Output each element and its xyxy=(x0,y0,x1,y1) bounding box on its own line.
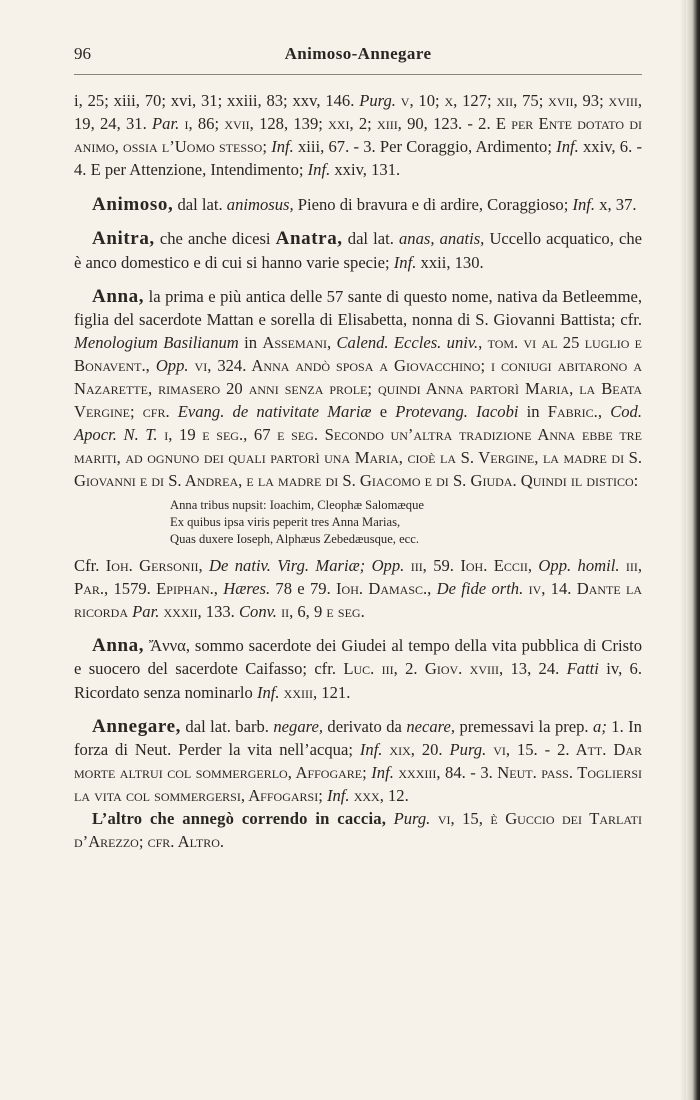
page-body xyxy=(74,89,642,864)
page-header xyxy=(74,42,642,75)
entry-anna-priest: Anna, Ἄννα, sommo sacerdote dei Giudei al tempo della vita pubblica di Cristo e suocero del sacerdote Caifasso; cfr. Luc. iii, 2. Giov. xviii, 13, 24. Fatti iv, 6. Ricordato senza nominarlo Inf. xxiii, 121. xyxy=(74,635,642,702)
entry-anna-saint-text: Anna, la prima e più antica delle 57 sante di questo nome, nativa da Betleemme, figlia del sacerdote Mattan e sorella di Elisabetta, nonna di S. Giovanni Battista; cfr. Menologium Basilianum in Assemani, Calend. Eccles. univ., tom. vi al 25 luglio e Bonavent., Opp. vi, 324. Anna andò sposa a Giovacchino; i coniugi abitarono a Nazarette, rimasero 20 anni senza prole; quindi Anna partorì Maria, la Beata Vergine; cfr. Evang. de nativitate Mariæ e Protevang. Iacobi in Fabric., Cod. Apocr. N. T. i, 19 e seg., 67 e seg. Secondo un’altra tradizione Anna ebbe tre mariti, ad ognuno dei quali partorì una Maria, cioè la S. Vergine, la madre di S. Giovanni e di S. Andrea, e la madre di S. Giacomo e di S. Giuda. Quindi il distico: xyxy=(74,285,643,491)
entry-annegare-text: Annegare, dal lat. barb. negare, derivato da necare, premessavi la prep. a; 1. In forza di Neut. Perder la vita nell’acqua; Inf. xix, 20. Purg. vi, 15. - 2. Att. Dar morte altrui col sommergerlo, Affogare; Inf. xxxiii, 84. - 3. Neut. pass. Togliersi la vita col sommergersi, Affogarsi; Inf. xxx, 12. xyxy=(74,715,642,805)
entry-anna-saint-refs: Cfr. Ioh. Gersonii, De nativ. Virg. Mariæ; Opp. iii, 59. Ioh. Eccii, Opp. homil. iii, Par., 1579. Epiphan., Hæres. 78 e 79. Ioh. Damasc., De fide orth. iv, 14. Dante la ricorda Par. xxxii, 133. Conv. ii, 6, 9 e seg. xyxy=(74,556,643,622)
page-number: 96 xyxy=(74,44,91,63)
running-head: Animoso-Annegare xyxy=(284,44,432,63)
entry-headword: Annegare, xyxy=(92,715,181,737)
entry-headword: Anna, xyxy=(92,635,145,657)
entry-anna-saint xyxy=(74,285,642,624)
latin-distich xyxy=(170,497,642,549)
quoted-verse: L’altro che annegò correndo in caccia, xyxy=(92,809,387,829)
entry-headword-variant: Anatra, xyxy=(275,228,343,250)
entry-headword: Anna, xyxy=(92,285,145,307)
entry-headword: Anitra, xyxy=(92,228,155,250)
page-edge xyxy=(686,0,700,1100)
entry-headword: Animoso, xyxy=(92,194,174,216)
entry-annegare xyxy=(74,715,642,854)
entry-annegare-quote: L’altro che annegò correndo in caccia, Purg. vi, 15, è Guccio dei Tarlati d’Arezzo; cfr. Altro. xyxy=(74,809,642,852)
verse-line: Quas duxere Ioseph, Alphæus Zebedæusque, ecc. xyxy=(170,531,420,546)
entry-animoso: Animoso, dal lat. animosus, Pieno di bravura e di ardire, Coraggioso; Inf. x, 37. xyxy=(92,194,637,216)
entry-continuation: i, 25; xiii, 70; xvi, 31; xxiii, 83; xxv, 146. Purg. v, 10; x, 127; xii, 75; xvii, 93; xviii, 19, 24, 31. Par. i, 86; xvii, 128, 139; xxi, 2; xiii, 90, 123. - 2. E per Ente dotato di animo, ossia l’Uomo stesso; Inf. xiii, 67. - 3. Per Coraggio, Ardimento; Inf. xxiv, 6. - 4. E per Attenzione, Intendimento; Inf. xxiv, 131. xyxy=(74,91,643,180)
verse-line: Ex quibus ipsa viris peperit tres Anna Marias, xyxy=(170,514,401,529)
entry-anitra: Anitra, che anche dicesi Anatra, dal lat. anas, anatis, Uccello acquatico, che è anco domestico e di cui si hanno varie specie; Inf. xxii, 130. xyxy=(74,228,643,272)
verse-line: Anna tribus nupsit: Ioachim, Cleophæ Salomæque xyxy=(170,497,424,512)
